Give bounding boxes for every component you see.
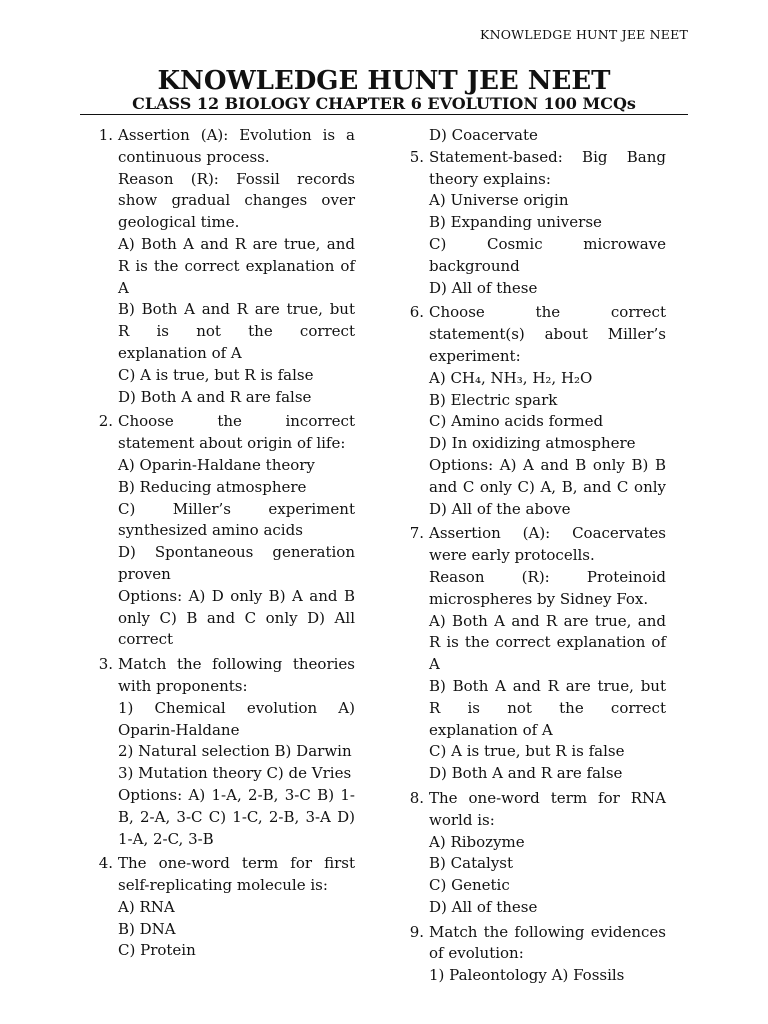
answer-option: B) DNA xyxy=(118,919,176,938)
answer-option-continued: D) Coacervate xyxy=(429,126,538,144)
question-number: 9. xyxy=(409,922,424,941)
page-subtitle: CLASS 12 BIOLOGY CHAPTER 6 EVOLUTION 100 MCQs xyxy=(132,94,636,113)
title-rule xyxy=(80,114,688,115)
question-number: 3. xyxy=(98,655,113,674)
question-text: Choose the incorrect statement about origin of life: xyxy=(118,412,355,453)
question-number: 2. xyxy=(98,412,113,431)
page-title: KNOWLEDGE HUNT JEE NEET xyxy=(157,66,611,96)
answer-option: A) Universe origin xyxy=(429,191,569,210)
left-column xyxy=(93,125,355,965)
question-1 xyxy=(93,125,355,408)
question-6 xyxy=(404,302,666,520)
answer-option: D) In oxidizing atmosphere xyxy=(429,434,636,453)
answer-option: B) Reducing atmosphere xyxy=(118,477,307,496)
question-text: Choose the correct statement(s) about Miller’s experiment: xyxy=(429,303,666,365)
answer-option: B) Electric spark xyxy=(429,390,558,409)
answer-option: B) Catalyst xyxy=(429,854,514,873)
answer-option: C) Amino acids formed xyxy=(429,412,604,431)
answer-option: D) Both A and R are false xyxy=(118,387,312,406)
answer-option: D) All of these xyxy=(429,278,538,297)
answer-option: C) A is true, but R is false xyxy=(118,365,314,384)
answer-option: A) Ribozyme xyxy=(429,832,525,851)
answer-option: A) CH₄, NH₃, H₂, H₂O xyxy=(429,368,593,387)
question-text: Assertion (A): Coacervates were early protocells. xyxy=(429,524,666,565)
question-9 xyxy=(404,922,666,987)
answer-option: B) Expanding universe xyxy=(429,213,602,232)
question-text: The one-word term for first self-replicating molecule is: xyxy=(118,854,355,895)
answer-option: A) Both A and R are true, and R is the correct explanation of A xyxy=(429,611,666,674)
question-5 xyxy=(404,147,666,300)
question-number: 8. xyxy=(409,788,424,807)
question-number: 5. xyxy=(409,147,424,166)
answer-option: C) A is true, but R is false xyxy=(429,742,625,761)
match-item: 1) Paleontology A) Fossils xyxy=(429,966,625,985)
question-number: 4. xyxy=(98,854,113,873)
answer-option: C) Genetic xyxy=(429,876,510,895)
answer-option: D) Spontaneous generation proven xyxy=(118,543,355,583)
question-2 xyxy=(93,411,355,651)
answer-option: D) All of these xyxy=(429,897,538,916)
match-item: 3) Mutation theory C) de Vries xyxy=(118,764,352,783)
right-column xyxy=(404,125,666,990)
question-text: The one-word term for RNA world is: xyxy=(429,788,666,829)
question-4 xyxy=(93,853,355,962)
question-8 xyxy=(404,788,666,919)
question-number: 6. xyxy=(409,303,424,322)
answer-options-line: Options: A) 1-A, 2-B, 3-C B) 1-B, 2-A, 3-C C) 1-C, 2-B, 3-A D) 1-A, 2-C, 3-B xyxy=(118,785,355,848)
question-text: Match the following theories with proponents: xyxy=(118,655,355,695)
question-text: Reason (R): Proteinoid microspheres by Sidney Fox. xyxy=(429,567,666,608)
match-item: 2) Natural selection B) Darwin xyxy=(118,742,352,761)
question-text: Match the following evidences of evolution: xyxy=(429,922,666,963)
question-3 xyxy=(93,654,355,850)
question-7 xyxy=(404,523,666,785)
question-number: 1. xyxy=(98,126,113,144)
answer-option: A) RNA xyxy=(118,897,175,916)
answer-option: B) Both A and R are true, but R is not the correct explanation of A xyxy=(118,300,355,362)
answer-option: B) Both A and R are true, but R is not the correct explanation of A xyxy=(429,676,666,739)
match-item: 1) Chemical evolution A) Oparin-Haldane xyxy=(118,698,355,739)
answer-options-line: Options: A) A and B only B) B and C only C) A, B, and C only D) All of the above xyxy=(429,455,666,518)
question-text: Statement-based: Big Bang theory explains: xyxy=(429,147,666,188)
running-header: KNOWLEDGE HUNT JEE NEET xyxy=(480,27,688,42)
question-number: 7. xyxy=(409,524,424,543)
answer-options-line: Options: A) D only B) A and B only C) B and C only D) All correct xyxy=(118,586,355,649)
answer-option: D) Both A and R are false xyxy=(429,764,623,783)
answer-option: C) Cosmic microwave background xyxy=(429,234,666,275)
answer-option: C) Miller’s experiment synthesized amino acids xyxy=(118,499,355,540)
answer-option: A) Oparin-Haldane theory xyxy=(118,455,315,474)
question-text: Reason (R): Fossil records show gradual changes over geological time. xyxy=(118,169,355,232)
question-text: Assertion (A): Evolution is a continuous process. xyxy=(118,126,355,166)
answer-option: A) Both A and R are true, and R is the correct explanation of A xyxy=(118,234,355,297)
answer-option: C) Protein xyxy=(118,941,196,960)
